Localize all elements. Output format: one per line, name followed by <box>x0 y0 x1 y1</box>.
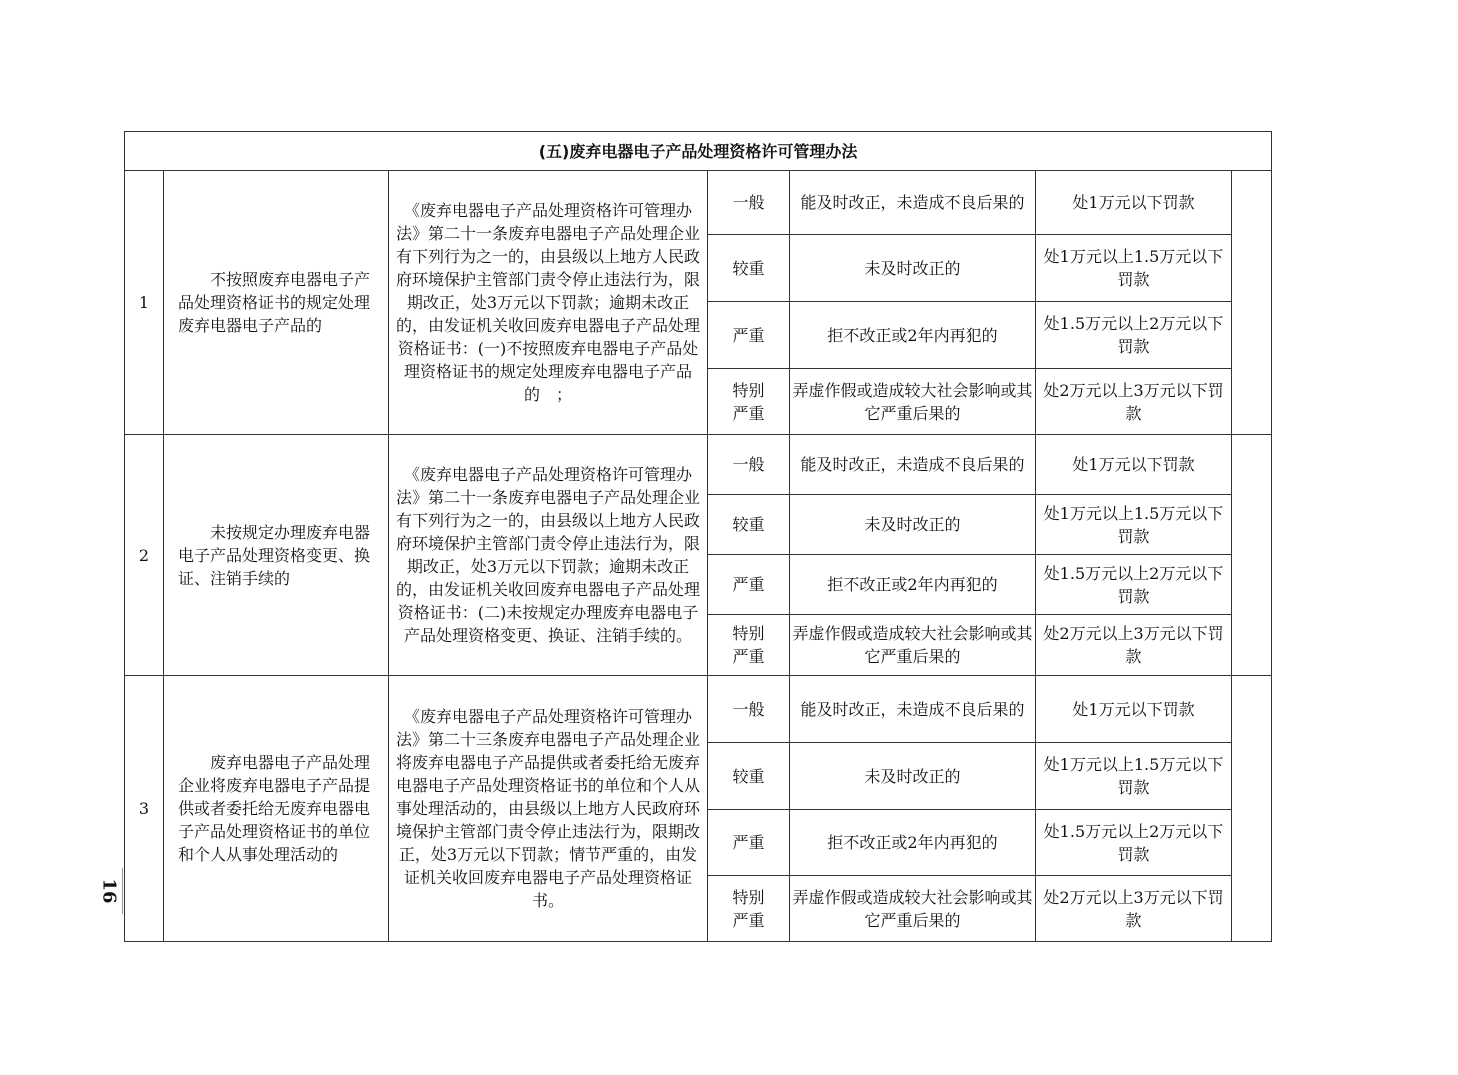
penalty-standard: 处1.5万元以上2万元以下罚款 <box>1036 302 1232 369</box>
circumstance: 能及时改正，未造成不良后果的 <box>790 171 1036 235</box>
circumstance: 能及时改正，未造成不良后果的 <box>790 435 1036 495</box>
penalty-standard: 处1万元以上1.5万元以下罚款 <box>1036 743 1232 810</box>
remarks-cell <box>1232 435 1272 676</box>
severity-level: 特别严重 <box>708 615 790 676</box>
legal-basis: 《废弃电器电子产品处理资格许可管理办法》第二十三条废弃电器电子产品处理企业将废弃电器电子产品提供或者委托给无废弃电器电子产品处理资格证书的单位和个人从事处理活动的，由县级以上地方人民政府环境保护主管部门责令停止违法行为，限期改正，处3万元以下罚款；情节严重的，由发证机关收回废弃电器电子产品处理资格证书。 <box>389 676 708 942</box>
table-title: (五)废弃电器电子产品处理资格许可管理办法 <box>125 132 1272 171</box>
circumstance: 弄虚作假或造成较大社会影响或其它严重后果的 <box>790 615 1036 676</box>
violation-behavior: 未按规定办理废弃电器电子产品处理资格变更、换证、注销手续的 <box>164 435 389 676</box>
page-number: 16 <box>96 868 123 914</box>
circumstance: 拒不改正或2年内再犯的 <box>790 810 1036 876</box>
table-row <box>125 676 1272 743</box>
penalty-standard: 处2万元以上3万元以下罚款 <box>1036 876 1232 942</box>
penalty-standard: 处1万元以下罚款 <box>1036 171 1232 235</box>
item-number: 3 <box>125 676 164 942</box>
circumstance: 能及时改正，未造成不良后果的 <box>790 676 1036 743</box>
circumstance: 拒不改正或2年内再犯的 <box>790 302 1036 369</box>
remarks-cell <box>1232 171 1272 435</box>
legal-basis: 《废弃电器电子产品处理资格许可管理办法》第二十一条废弃电器电子产品处理企业有下列行为之一的，由县级以上地方人民政府环境保护主管部门责令停止违法行为，限期改正，处3万元以下罚款；逾期未改正的，由发证机关收回废弃电器电子产品处理资格证书：(一)不按照废弃电器电子产品处理资格证书的规定处理废弃电器电子产品 的 ； <box>389 171 708 435</box>
penalty-standard: 处1万元以下罚款 <box>1036 676 1232 743</box>
item-number: 2 <box>125 435 164 676</box>
circumstance: 弄虚作假或造成较大社会影响或其它严重后果的 <box>790 369 1036 435</box>
severity-level: 严重 <box>708 302 790 369</box>
penalty-table <box>124 131 1272 942</box>
table-row <box>125 171 1272 235</box>
circumstance: 拒不改正或2年内再犯的 <box>790 555 1036 615</box>
table-row <box>125 435 1272 495</box>
penalty-standard: 处1万元以上1.5万元以下罚款 <box>1036 235 1232 302</box>
severity-level: 一般 <box>708 171 790 235</box>
penalty-standard: 处1.5万元以上2万元以下罚款 <box>1036 555 1232 615</box>
severity-level: 特别严重 <box>708 369 790 435</box>
circumstance: 未及时改正的 <box>790 743 1036 810</box>
severity-level: 严重 <box>708 555 790 615</box>
penalty-standard: 处2万元以上3万元以下罚款 <box>1036 615 1232 676</box>
legal-basis: 《废弃电器电子产品处理资格许可管理办法》第二十一条废弃电器电子产品处理企业有下列行为之一的，由县级以上地方人民政府环境保护主管部门责令停止违法行为，限期改正，处3万元以下罚款；逾期未改正的，由发证机关收回废弃电器电子产品处理资格证书：(二)未按规定办理废弃电器电子产品处理资格变更、换证、注销手续的。 <box>389 435 708 676</box>
title-row <box>125 132 1272 171</box>
circumstance: 弄虚作假或造成较大社会影响或其它严重后果的 <box>790 876 1036 942</box>
remarks-cell <box>1232 676 1272 942</box>
circumstance: 未及时改正的 <box>790 495 1036 555</box>
severity-level: 较重 <box>708 235 790 302</box>
penalty-standard: 处2万元以上3万元以下罚款 <box>1036 369 1232 435</box>
penalty-standard: 处1万元以上1.5万元以下罚款 <box>1036 495 1232 555</box>
severity-level: 特别严重 <box>708 876 790 942</box>
circumstance: 未及时改正的 <box>790 235 1036 302</box>
severity-level: 一般 <box>708 676 790 743</box>
violation-behavior: 废弃电器电子产品处理企业将废弃电器电子产品提供或者委托给无废弃电器电子产品处理资格证书的单位和个人从事处理活动的 <box>164 676 389 942</box>
severity-level: 一般 <box>708 435 790 495</box>
penalty-standard: 处1万元以下罚款 <box>1036 435 1232 495</box>
item-number: 1 <box>125 171 164 435</box>
severity-level: 严重 <box>708 810 790 876</box>
penalty-standard: 处1.5万元以上2万元以下罚款 <box>1036 810 1232 876</box>
severity-level: 较重 <box>708 495 790 555</box>
severity-level: 较重 <box>708 743 790 810</box>
violation-behavior: 不按照废弃电器电子产品处理资格证书的规定处理废弃电器电子产品的 <box>164 171 389 435</box>
